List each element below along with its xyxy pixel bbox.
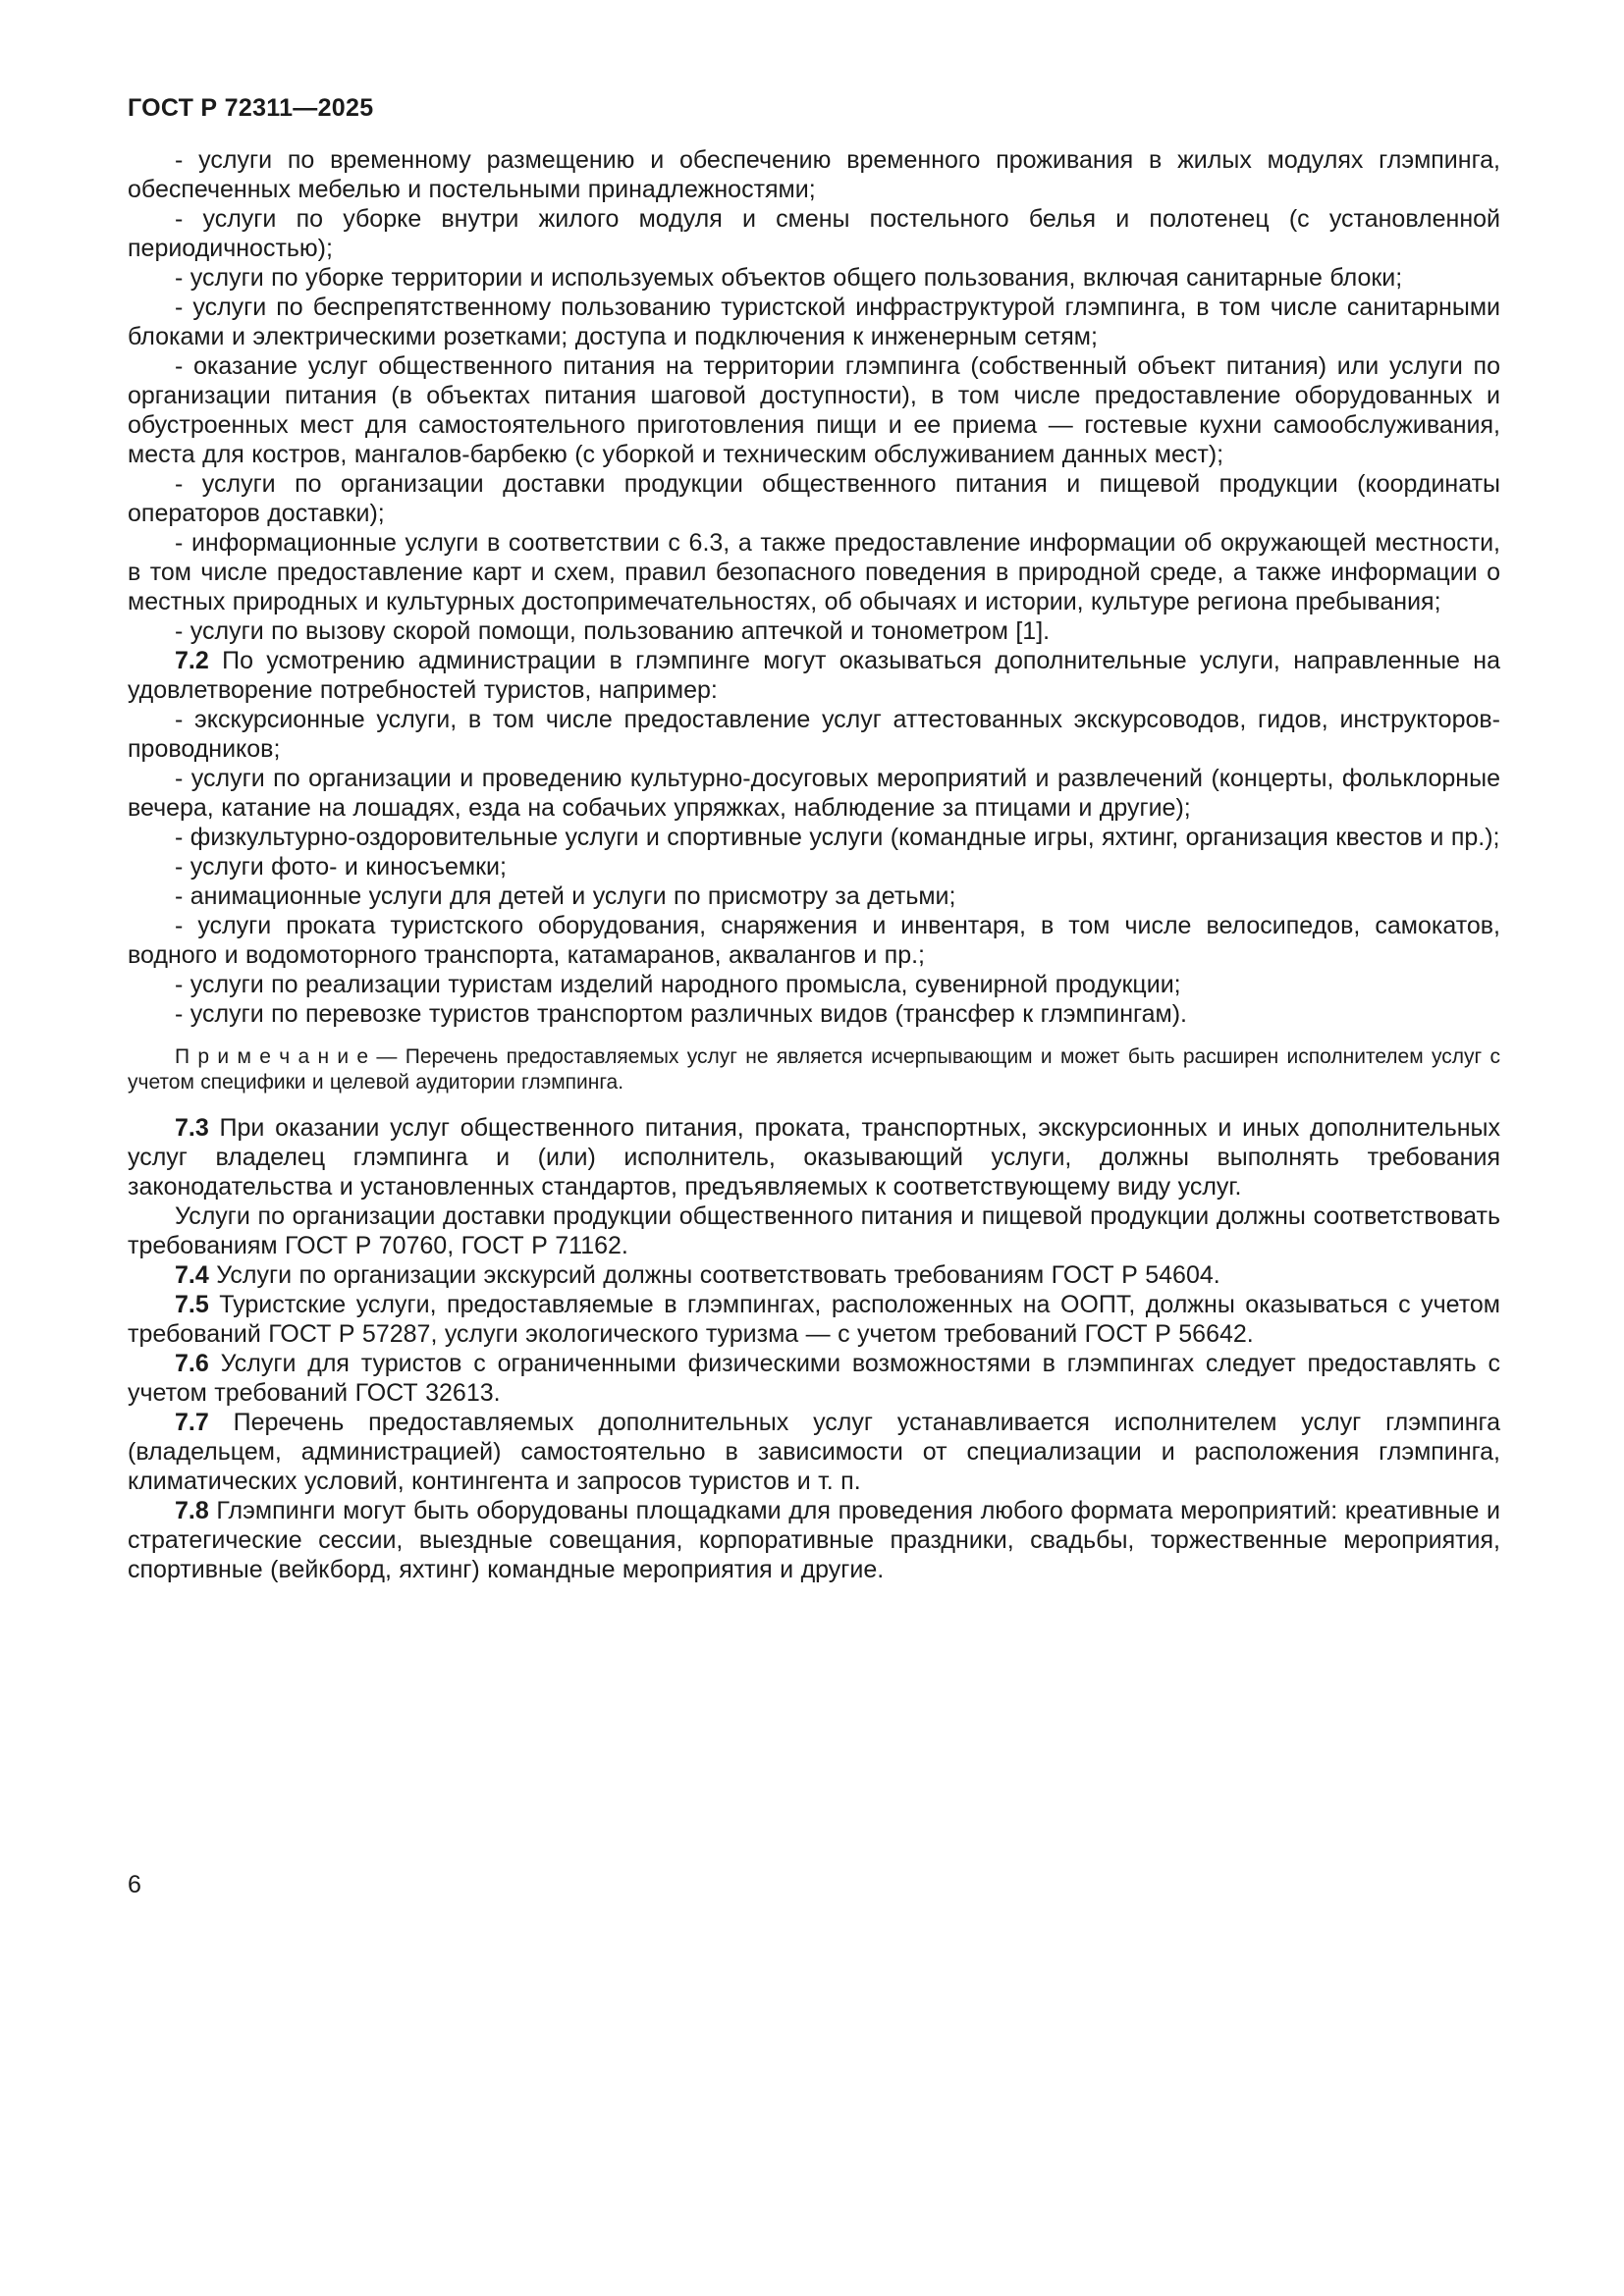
paragraph: - услуги фото- и киносъемки;	[175, 853, 507, 881]
page-number: 6	[128, 1871, 141, 1898]
paragraph: 7.7 Перечень предоставляемых дополнительных услуг устанавливается исполнителем услуг глэмпинга (владельцем, администрацией) самостоятельно в зависимости от специализации и расположения глэмпинга, климатических условий, контингента и запросов туристов и т. п.	[128, 1409, 1500, 1495]
paragraph: - услуги по беспрепятственному пользованию туристской инфраструктурой глэмпинга, в том числе санитарными блоками и электрическими розетками; доступа и подключения к инженерным сетям;	[128, 294, 1500, 350]
paragraph: 7.6 Услуги для туристов с ограниченными физическими возможностями в глэмпингах следует предоставлять с учетом требований ГОСТ 32613.	[128, 1350, 1500, 1407]
paragraph: 7.5 Туристские услуги, предоставляемые в глэмпингах, расположенных на ООПТ, должны оказываться с учетом требований ГОСТ Р 57287, услуги экологического туризма — с учетом требований ГОСТ Р 56642.	[128, 1291, 1500, 1348]
paragraph: 7.3 При оказании услуг общественного питания, проката, транспортных, экскурсионных и иных дополнительных услуг владелец глэмпинга и (или) исполнитель, оказывающий услуги, должны выполнять требования законодательства и установленных стандартов, предъявляемых к соответствующему виду услуг.	[128, 1114, 1500, 1201]
paragraph: - оказание услуг общественного питания на территории глэмпинга (собственный объект питания) или услуги по организации питания (в объектах питания шаговой доступности), в том числе предоставление оборудованных и обустроенных мест для самостоятельного приготовления пищи и ее приема — гостевые кухни самообслуживания, места для костров, мангалов-барбекю (с уборкой и техническим обслуживанием данных мест);	[128, 352, 1500, 468]
clause-number: 7.7	[175, 1409, 209, 1436]
paragraph: - услуги по вызову скорой помощи, пользованию аптечкой и тонометром [1].	[175, 617, 1051, 645]
paragraph: - услуги проката туристского оборудования, снаряжения и инвентаря, в том числе велосипедов, самокатов, водного и водомоторного транспорта, катамаранов, аквалангов и пр.;	[128, 912, 1500, 969]
paragraph: - информационные услуги в соответствии с 6.3, а также предоставление информации об окружающей местности, в том числе предоставление карт и схем, правил безопасного поведения в природной среде, а также информации о местных природных и культурных достопримечательностях, об обычаях и истории, культуре региона пребывания;	[128, 529, 1500, 615]
clause-number: 7.8	[175, 1497, 209, 1524]
paragraph: 7.4 Услуги по организации экскурсий должны соответствовать требованиям ГОСТ Р 54604.	[175, 1261, 1220, 1289]
paragraph: - услуги по перевозке туристов транспортом различных видов (трансфер к глэмпингам).	[175, 1000, 1187, 1028]
document-header: ГОСТ Р 72311—2025	[128, 94, 374, 122]
clause-number: 7.6	[175, 1350, 209, 1377]
paragraph: - услуги по уборке внутри жилого модуля и смены постельного белья и полотенец (с установленной периодичностью);	[128, 205, 1500, 262]
paragraph: 7.2 По усмотрению администрации в глэмпинге могут оказываться дополнительные услуги, направленные на удовлетворение потребностей туристов, например:	[128, 647, 1500, 704]
clause-number: 7.4	[175, 1261, 209, 1289]
paragraph: - экскурсионные услуги, в том числе предоставление услуг аттестованных экскурсоводов, гидов, инструкторов-проводников;	[128, 706, 1500, 763]
clause-number: 7.5	[175, 1291, 209, 1318]
paragraph: - услуги по организации и проведению культурно-досуговых мероприятий и развлечений (концерты, фольклорные вечера, катание на лошадях, езда на собачьих упряжках, наблюдение за птицами и другие);	[128, 765, 1500, 822]
paragraph: - анимационные услуги для детей и услуги по присмотру за детьми;	[175, 882, 956, 910]
paragraph: - услуги по реализации туристам изделий народного промысла, сувенирной продукции;	[175, 971, 1181, 998]
paragraph: - услуги по уборке территории и используемых объектов общего пользования, включая санитарные блоки;	[175, 264, 1403, 292]
paragraph: 7.8 Глэмпинги могут быть оборудованы площадками для проведения любого формата мероприятий: креативные и стратегические сессии, выездные совещания, корпоративные праздники, свадьбы, торжественные мероприятия, спортивные (вейкборд, яхтинг) командные мероприятия и другие.	[128, 1497, 1500, 1583]
paragraph: Услуги по организации доставки продукции общественного питания и пищевой продукции должны соответствовать требованиям ГОСТ Р 70760, ГОСТ Р 71162.	[128, 1202, 1500, 1259]
clause-number: 7.2	[175, 647, 209, 674]
clause-number: 7.3	[175, 1114, 209, 1142]
paragraph: - услуги по организации доставки продукции общественного питания и пищевой продукции (координаты операторов доставки);	[128, 470, 1500, 527]
paragraph: - физкультурно-оздоровительные услуги и спортивные услуги (командные игры, яхтинг, организация квестов и пр.);	[175, 824, 1500, 851]
note-paragraph: П р и м е ч а н и е — Перечень предоставляемых услуг не является исчерпывающим и может быть расширен исполнителем услуг с учетом специфики и целевой аудитории глэмпинга.	[128, 1045, 1500, 1094]
paragraph: - услуги по временному размещению и обеспечению временного проживания в жилых модулях глэмпинга, обеспеченных мебелью и постельными принадлежностями;	[128, 146, 1500, 203]
document-body	[128, 145, 1500, 1584]
